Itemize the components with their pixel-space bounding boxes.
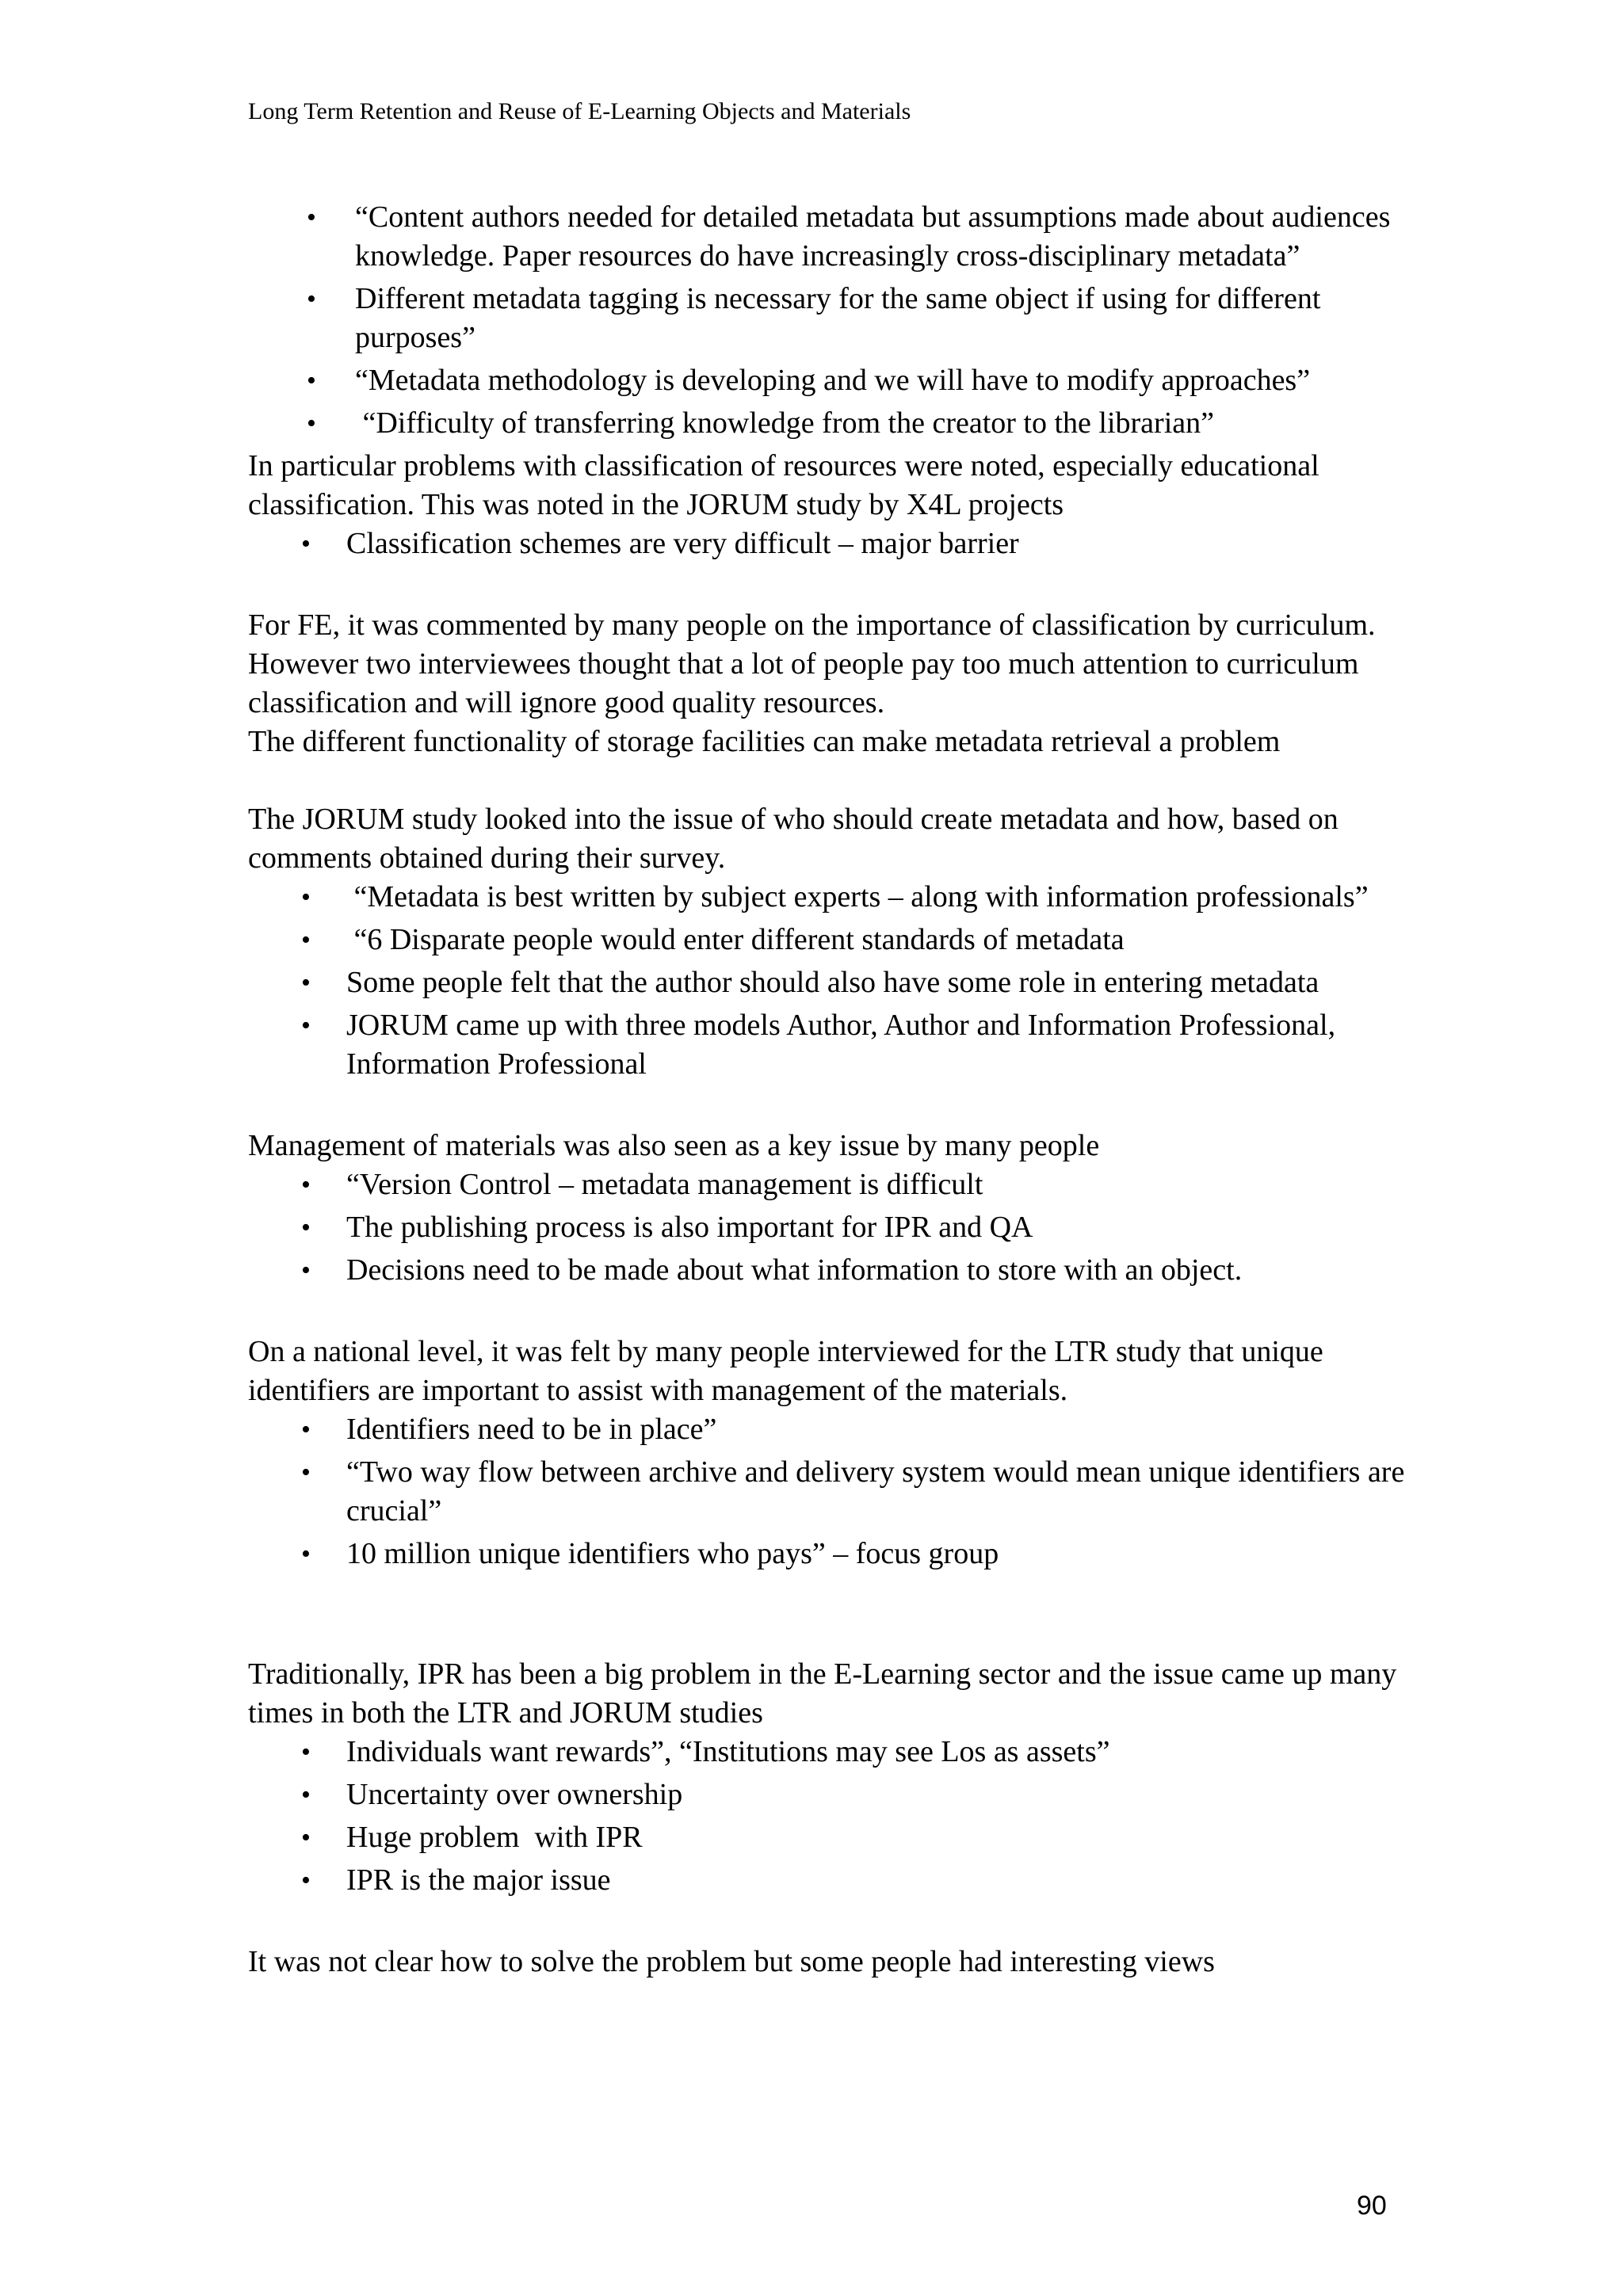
list-item <box>248 1410 1421 1449</box>
spacer <box>248 1088 1421 1127</box>
list-item-text: “Two way flow between archive and delivery system would mean unique identifiers are crucial” <box>346 1455 1405 1527</box>
bullet-icon: • <box>301 1458 311 1487</box>
bullet-icon: • <box>301 1213 311 1242</box>
list-item <box>248 1006 1421 1084</box>
list-item-text: 10 million unique identifiers who pays” – focus group <box>346 1537 999 1570</box>
list-item-text: Identifiers need to be in place” <box>346 1413 717 1446</box>
list-item <box>248 1733 1421 1772</box>
spacer <box>248 1577 1421 1655</box>
list-item <box>248 1453 1421 1531</box>
list-item-text: Individuals want rewards”, “Institutions may see Los as assets” <box>346 1735 1110 1768</box>
bullet-icon: • <box>301 1539 311 1569</box>
list-item-text: Some people felt that the author should also have some role in entering metadata <box>346 966 1319 999</box>
list-item-text: “Metadata is best written by subject experts – along with information professionals” <box>346 880 1369 913</box>
list-item-text: “Content authors needed for detailed metadata but assumptions made about audiences knowledge. Paper resources do have increasingly cross-disciplinary metadata” <box>355 200 1391 273</box>
bullet-list-metadata-quotes <box>248 198 1421 443</box>
bullet-icon: • <box>301 1866 311 1895</box>
list-item <box>248 1165 1421 1204</box>
list-item-text: Classification schemes are very difficult – major barrier <box>346 527 1019 560</box>
list-item-text: “6 Disparate people would enter different standards of metadata <box>346 923 1125 956</box>
list-item-text: “Difficulty of transferring knowledge from the creator to the librarian” <box>355 406 1214 440</box>
list-item <box>248 1208 1421 1247</box>
list-item <box>248 524 1421 563</box>
list-item-text: Decisions need to be made about what information to store with an object. <box>346 1253 1243 1287</box>
list-item <box>248 1818 1421 1857</box>
bullet-icon: • <box>307 366 316 395</box>
bullet-icon: • <box>301 1011 311 1040</box>
bullet-icon: • <box>301 1780 311 1810</box>
bullet-icon: • <box>307 203 316 232</box>
running-header: Long Term Retention and Reuse of E-Learning Objects and Materials <box>248 98 911 124</box>
paragraph-management: Management of materials was also seen as a key issue by many people <box>248 1129 1100 1162</box>
list-item <box>248 1861 1421 1900</box>
paragraph-closing: It was not clear how to solve the problem but some people had interesting views <box>248 1945 1215 1978</box>
list-item-text: “Version Control – metadata management is difficult <box>346 1168 983 1201</box>
spacer <box>248 761 1421 800</box>
bullet-icon: • <box>301 1256 311 1285</box>
list-item <box>248 280 1421 357</box>
paragraph-ipr: Traditionally, IPR has been a big problem in the E-Learning sector and the issue came up many times in both the LTR and JORUM studies <box>248 1657 1397 1730</box>
bullet-icon: • <box>301 883 311 912</box>
document-body <box>248 198 1421 1981</box>
list-item-text: Uncertainty over ownership <box>346 1778 683 1811</box>
bullet-icon: • <box>301 925 311 955</box>
list-item <box>248 1251 1421 1290</box>
list-item <box>248 361 1421 400</box>
list-item <box>248 878 1421 917</box>
paragraph-fe-curriculum: For FE, it was commented by many people on the importance of classification by curriculum. However two interviewees thought that a lot of people pay too much attention to curriculum classification and will ignore good quality resources. <box>248 608 1376 719</box>
list-item-text: Different metadata tagging is necessary for the same object if using for different purposes” <box>355 282 1321 354</box>
list-item <box>248 1535 1421 1573</box>
spacer <box>248 567 1421 606</box>
bullet-icon: • <box>301 1415 311 1444</box>
list-item <box>248 1775 1421 1814</box>
page-number: 90 <box>1357 2191 1387 2221</box>
bullet-icon: • <box>301 1170 311 1199</box>
bullet-icon: • <box>301 1737 311 1767</box>
bullet-icon: • <box>301 1823 311 1852</box>
bullet-list-management <box>248 1165 1421 1290</box>
list-item-text: “Metadata methodology is developing and we will have to modify approaches” <box>355 364 1311 397</box>
list-item <box>248 404 1421 443</box>
bullet-list-ipr <box>248 1733 1421 1900</box>
paragraph-jorum-study: The JORUM study looked into the issue of who should create metadata and how, based on comments obtained during their survey. <box>248 803 1338 875</box>
spacer <box>248 1904 1421 1943</box>
bullet-list-who-creates-metadata <box>248 878 1421 1084</box>
bullet-icon: • <box>301 968 311 997</box>
bullet-icon: • <box>307 284 316 314</box>
list-item-text: JORUM came up with three models Author, Author and Information Professional, Information Professional <box>346 1009 1336 1081</box>
spacer <box>248 1294 1421 1333</box>
bullet-icon: • <box>307 409 316 438</box>
paragraph-national-level: On a national level, it was felt by many people interviewed for the LTR study that unique identifiers are important to assist with management of the materials. <box>248 1335 1323 1407</box>
list-item-text: The publishing process is also important for IPR and QA <box>346 1211 1033 1244</box>
list-item-text: Huge problem with IPR <box>346 1821 643 1854</box>
list-item <box>248 198 1421 276</box>
list-item-text: IPR is the major issue <box>346 1863 611 1897</box>
paragraph-classification-problems: In particular problems with classification of resources were noted, especially educational classification. This was noted in the JORUM study by X4L projects <box>248 449 1319 521</box>
paragraph-storage-functionality: The different functionality of storage facilities can make metadata retrieval a problem <box>248 725 1281 758</box>
bullet-list-classification <box>248 524 1421 563</box>
list-item <box>248 921 1421 959</box>
bullet-list-identifiers <box>248 1410 1421 1573</box>
list-item <box>248 963 1421 1002</box>
bullet-icon: • <box>301 529 311 559</box>
